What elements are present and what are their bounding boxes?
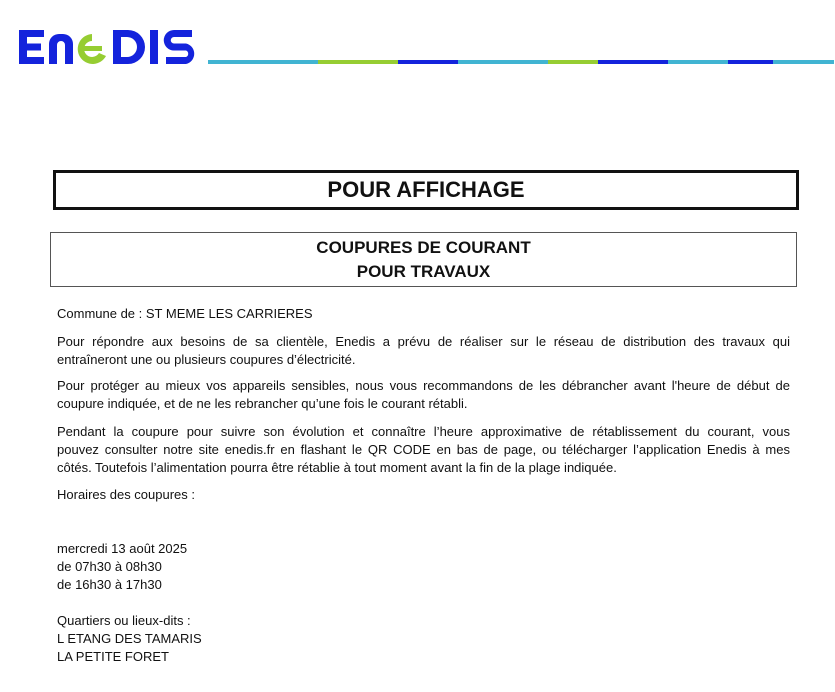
notice-title-box	[53, 170, 799, 210]
schedule-label: Horaires des coupures :	[57, 487, 196, 502]
paragraph-intro-line-2: entraîneront une ou plusieurs coupures d’électricité.	[57, 352, 356, 367]
subtitle-line-2: POUR TRAVAUX	[356, 261, 491, 281]
paragraph-intro	[57, 333, 790, 369]
places-label: Quartiers ou lieux-dits :	[57, 613, 191, 628]
paragraph-advice-line-1: Pour protéger au mieux vos appareils sensibles, nous vous recommandons de les débrancher avant l'heure de début de	[57, 378, 790, 393]
notice-subtitle-box	[50, 232, 797, 287]
enedis-logo	[16, 26, 202, 68]
subtitle-line-1: COUPURES DE COURANT	[316, 237, 531, 257]
paragraph-tracking	[57, 423, 790, 477]
notice-title: POUR AFFICHAGE	[327, 177, 525, 202]
schedule-slot-1: de 07h30 à 08h30	[57, 559, 162, 574]
paragraph-advice	[57, 377, 790, 413]
paragraph-tracking-line-1: Pendant la coupure pour suivre son évolution et connaître l’heure approximative de rétablissement du courant, vous	[57, 424, 790, 439]
schedule-slot-2: de 16h30 à 17h30	[57, 577, 162, 592]
paragraph-tracking-line-2: pouvez consulter notre site enedis.fr en flashant le QR CODE en bas de page, ou télécharger l’application Enedis à mes	[57, 442, 790, 457]
header-decorative-line	[208, 59, 834, 65]
paragraph-tracking-line-3: côtés. Toutefois l’alimentation pourra être rétablie à tout moment avant la fin de la plage indiquée.	[57, 460, 617, 475]
place-item: L ETANG DES TAMARIS	[57, 631, 202, 646]
schedule-block	[57, 540, 790, 594]
places-block	[57, 612, 790, 666]
schedule-date: mercredi 13 août 2025	[57, 541, 188, 556]
paragraph-advice-line-2: coupure indiquée, et de ne les rebrancher qu’une fois le courant rétabli.	[57, 396, 468, 411]
commune-line: Commune de : ST MEME LES CARRIERES	[57, 306, 313, 321]
paragraph-intro-line-1: Pour répondre aux besoins de sa clientèle, Enedis a prévu de réaliser sur le réseau de distribution des travaux qui	[57, 334, 790, 349]
place-item: LA PETITE FORET	[57, 649, 169, 664]
